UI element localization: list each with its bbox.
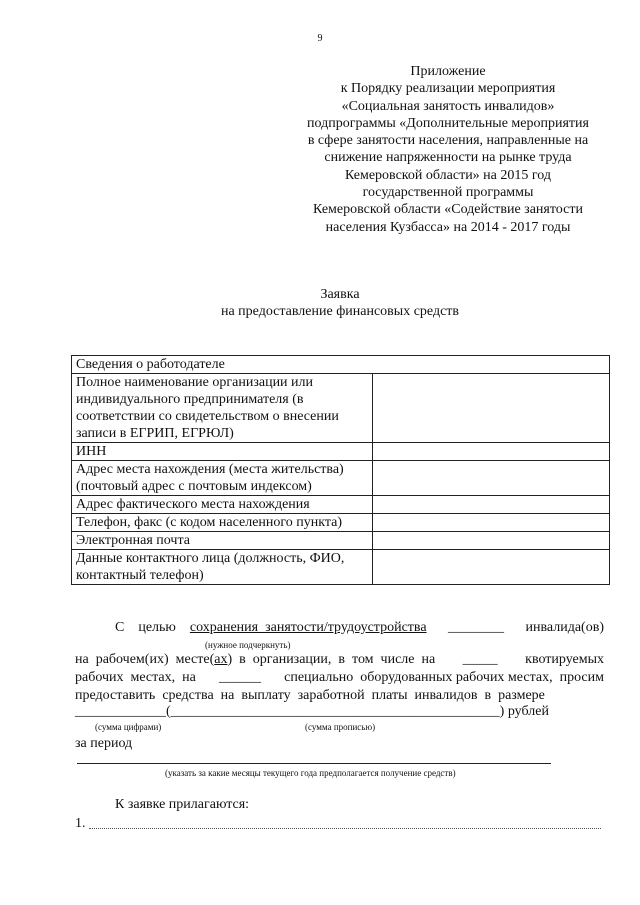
appendix-line: Кемеровской области» на 2015 год [344, 167, 552, 183]
label-line: Телефон, факс (с кодом населенного пункта) [76, 515, 343, 530]
table-row [72, 496, 610, 514]
employment-choice[interactable]: сохранения занятости/трудоустройства [189, 620, 427, 635]
label-line: индивидуального предпринимателя (в [76, 392, 304, 407]
paragraph-line-3 [75, 670, 604, 686]
label-line: контактный телефон) [76, 568, 204, 583]
appendix-line: «Социальная занятость инвалидов» [341, 98, 555, 114]
period-label: за период [75, 736, 133, 751]
text-segment: специально оборудованных рабочих местах, просим [284, 670, 604, 685]
sum-digits-blank[interactable]: _____________( [75, 704, 171, 719]
text-segment: на рабочем(их) месте( [75, 652, 215, 667]
paragraph-line-5 [75, 704, 549, 720]
label-line: соответствии со свидетельством о внесении [76, 409, 339, 424]
text-segment: С целью [115, 620, 190, 635]
appendix-line: снижение напряженности на рынке труда [324, 150, 572, 166]
text-segment: ) рублей [499, 704, 549, 719]
appendix-line: Кемеровской области «Содействие занятости [313, 202, 583, 218]
value-cell-contact-person[interactable] [373, 550, 610, 585]
document-subtitle: на предоставление финансовых средств [220, 304, 460, 319]
row-label-legal-address [72, 461, 373, 496]
text-segment: квотируемых [525, 652, 604, 667]
row-label-email [72, 532, 373, 550]
value-cell-inn[interactable] [373, 443, 610, 461]
note-period: (указать за какие месяцы текущего года предполагается получение средств) [165, 768, 456, 778]
value-cell-legal-address[interactable] [373, 461, 610, 496]
appendix-header [270, 63, 626, 236]
label-line: Электронная почта [76, 533, 190, 548]
note-sum-words: (сумма прописью) [305, 722, 376, 732]
paragraph-line-2 [75, 652, 604, 668]
label-line: ИНН [76, 444, 107, 459]
text-segment: рабочих местах, на [75, 670, 196, 685]
text-segment: инвалида(ов) [525, 620, 604, 635]
row-label-inn [72, 443, 373, 461]
table-row [72, 550, 610, 585]
attachment-input-line[interactable] [89, 828, 601, 829]
value-cell-org-name[interactable] [373, 374, 610, 443]
label-line: Адрес фактического места нахождения [76, 497, 310, 512]
label-line: Данные контактного лица (должность, ФИО, [76, 551, 345, 566]
table-row [72, 461, 610, 496]
table-row [72, 532, 610, 550]
value-cell-email[interactable] [373, 532, 610, 550]
quota-places-blank[interactable]: _____ [462, 652, 498, 667]
paragraph-line-1 [115, 620, 604, 636]
text-segment: ) в организации, в том числе на [227, 652, 436, 667]
row-label-contact-person [72, 550, 373, 585]
employer-info-table [71, 355, 610, 585]
sum-words-blank[interactable]: _______________________________________________ [170, 704, 500, 719]
appendix-line: Приложение [410, 64, 486, 79]
label-line: Адрес места нахождения (места жительства) [76, 462, 344, 477]
row-label-org-name [72, 374, 373, 443]
label-line: записи в ЕГРИП, ЕГРЮЛ) [76, 426, 234, 441]
appendix-line: населения Кузбасса» на 2014 - 2017 годы [325, 219, 571, 235]
appendix-line: в сфере занятости населения, направленные на [307, 133, 589, 149]
appendix-line: к Порядку реализации мероприятия [340, 81, 556, 97]
row-label-phone [72, 514, 373, 532]
page-number: 9 [317, 33, 323, 44]
table-header-row [72, 356, 610, 374]
value-cell-phone[interactable] [373, 514, 610, 532]
note-underline-choice: (нужное подчеркнуть) [205, 640, 291, 650]
row-label-actual-address [72, 496, 373, 514]
label-line: Полное наименование организации или [76, 375, 314, 390]
attachment-item-number: 1. [75, 816, 86, 831]
attachments-heading: К заявке прилагаются: [115, 797, 250, 812]
period-input-line[interactable] [77, 763, 551, 764]
table-row [72, 443, 610, 461]
disabled-count-blank[interactable]: ________ [448, 620, 505, 635]
value-cell-actual-address[interactable] [373, 496, 610, 514]
table-row [72, 374, 610, 443]
paragraph-line-4: предоставить средства на выплату заработной платы инвалидов в размере [75, 688, 545, 703]
appendix-line: государственной программы [362, 185, 534, 201]
document-title: Заявка [320, 287, 360, 302]
appendix-line: подпрограммы «Дополнительные мероприятия [307, 115, 589, 131]
equipped-places-blank[interactable]: ______ [218, 670, 261, 685]
table-header-cell: Сведения о работодателе [72, 356, 610, 374]
label-line: (почтовый адрес с почтовым индексом) [76, 479, 312, 494]
table-row [72, 514, 610, 532]
text-segment-ax: ах [214, 652, 228, 667]
note-sum-digits: (сумма цифрами) [95, 722, 162, 732]
